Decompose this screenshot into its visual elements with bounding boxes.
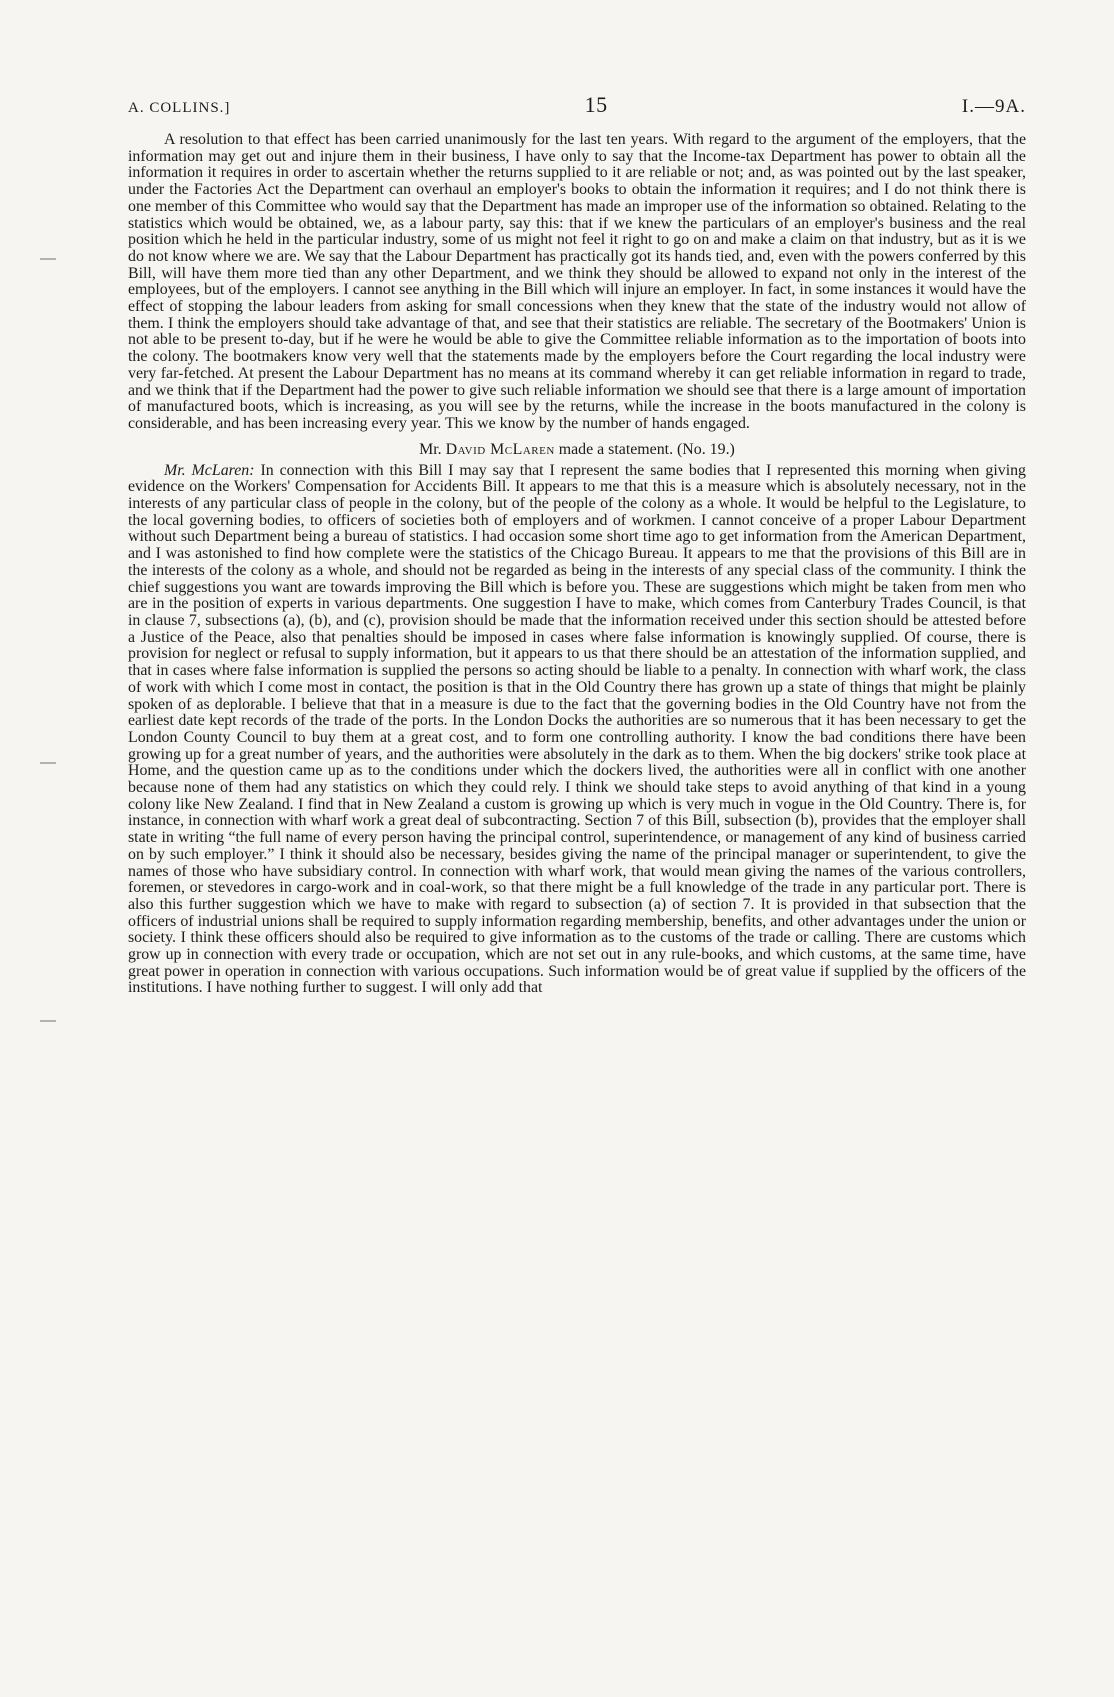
speaker-heading-prefix: Mr. bbox=[419, 440, 446, 458]
speaker-heading-name: David McLaren bbox=[445, 440, 555, 458]
margin-mark bbox=[40, 1020, 56, 1022]
paragraph-mclaren-text: In connection with this Bill I may say that I represent the same bodies that I represented this morning when giving evidence on the Workers' Compensation for Accidents Bill. It appears to me that this is a measure which is absolutely necessary, not in the interests of any particular class of people in the colony, but of the people of the colony as a whole. It would be helpful to the Legislature, to the local governing bodies, to officers of societies both of employers and of workmen. I cannot conceive of a proper Labour Department without such Department being a bureau of statistics. I had occasion some short time ago to get information from the American Department, and I was astonished to find how complete were the statistics of the Chicago Bureau. It appears to me that the provisions of this Bill are in the interests of the colony as a whole, and should not be regarded as being in the interests of any special class of the community. I think the chief suggestions you want are towards improving the Bill which is before you. These are suggestions which might be taken from men who are in the position of experts in various departments. One suggestion I have to make, which comes from Canterbury Trades Council, is that in clause 7, subsections (a), (b), and (c), provision should be made that the information received under this section should be attested before a Justice of the Peace, also that penalties should be imposed in cases where false information is knowingly supplied. Of course, there is provision for neglect or refusal to supply information, but it appears to us that there should be an attestation of the information supplied, and that in cases where false information is supplied the persons so acting should be liable to a penalty. In connection with wharf work, the class of work with which I come most in contact, the position is that in the Old Country there has grown up a state of things that might be plainly spoken of as deplorable. I believe that that in a measure is due to the fact that the governing bodies in the Old Country have not from the earliest date kept records of the trade of the ports. In the London Docks the authorities are so numerous that it has been necessary to get the London County Council to buy them at a great cost, and to form one controlling authority. I know the bad conditions there have been growing up for a great number of years, and the authorities were absolutely in the dark as to them. When the big dockers' strike took place at Home, and the question came up as to the conditions under which the dockers lived, the authorities were all in conflict with one another because none of them had any statistics on which they could rely. I think we should take steps to avoid anything of that kind in a young colony like New Zealand. I find that in New Zealand a custom is growing up which is very much in vogue in the Old Country. There is, for instance, in connection with wharf work a great deal of subcontracting. Section 7 of this Bill, subsection (b), provides that the employer shall state in writing “the full name of every person having the principal control, superintendence, or management of any kind of business carried on by such employer.” I think it should also be necessary, besides giving the name of the principal manager or superintendent, to give the names of those who have subsidiary control. In connection with wharf work, that would mean giving the names of the various controllers, foremen, or stevedores in cargo-work and in coal-work, so that there might be a full knowledge of the trade in any particular port. There is also this further suggestion which we have to make with regard to subsection (a) of section 7. It is provided in that subsection that the officers of industrial unions shall be required to supply information regarding membership, benefits, and other advantages under the union or society. I think these officers should also be required to give information as to the customs of the trade or calling. There are customs which grow up in connection with every trade or occupation, which are not set out in any rule-books, and which customs, at the same time, have great power in operation in connection with various occupations. Such information would be of great value if supplied by the officers of the institutions. I have nothing further to suggest. I will only add that bbox=[128, 461, 1027, 997]
body-text bbox=[128, 132, 1026, 997]
speaker-label: Mr. McLaren: bbox=[164, 461, 255, 479]
header-paper-reference: I.—9A. bbox=[961, 96, 1026, 117]
paragraph-mclaren-evidence bbox=[128, 463, 1026, 998]
header-witness-name: A. COLLINS.] bbox=[128, 100, 231, 116]
margin-mark bbox=[40, 258, 56, 260]
paragraph-collins-evidence: A resolution to that effect has been carried unanimously for the last ten years. With regard to the argument of the employers, that the information may get out and injure them in their business, I have only to say that the Income-tax Department has power to obtain all the information it requires in order to ascertain whether the returns supplied to it are reliable or not; and, as was pointed out by the last speaker, under the Factories Act the Department can overhaul an employer's books to obtain the information it requires; and I do not think there is one member of this Committee who would say that the Department has made an improper use of the information so obtained. Relating to the statistics which would be obtained, we, as a labour party, say this: that if we knew the particulars of an employer's business and the real position which he held in the particular industry, some of us might not feel it right to go on and make a claim on that industry, but as it is we do not know where we are. We say that the Labour Department has practically got its hands tied, and, even with the powers conferred by this Bill, will have them more tied than any other Department, and we think they should be allowed to expand not only in the interest of the employees, but of the employers. I cannot see anything in the Bill which will injure an employer. In fact, in some instances it would have the effect of stopping the labour leaders from asking for small concessions when they knew that the state of the industry would not allow of them. I think the employers should take advantage of that, and see that their statistics are reliable. The secretary of the Bootmakers' Union is not able to be present to-day, but if he were he would be able to give the Committee reliable information as to the importation of boots into the colony. The bootmakers know very well that the statements made by the employers before the Court regarding the local industry were very far-fetched. At present the Labour Department has no means at its command whereby it can get reliable information in regard to trade, and we think that if the Department had the power to give such reliable information we should see that there is a large amount of importation of manufactured boots, which is increasing, as you will see by the returns, while the increase in the boots manufactured in the colony is considerable, and has been increasing every year. This we know by the number of hands engaged. bbox=[128, 131, 1026, 432]
speaker-heading bbox=[128, 441, 1026, 459]
margin-mark bbox=[40, 762, 56, 764]
page-number: 15 bbox=[584, 92, 608, 117]
speaker-heading-suffix: made a statement. (No. 19.) bbox=[554, 440, 735, 458]
running-header bbox=[128, 92, 1026, 118]
